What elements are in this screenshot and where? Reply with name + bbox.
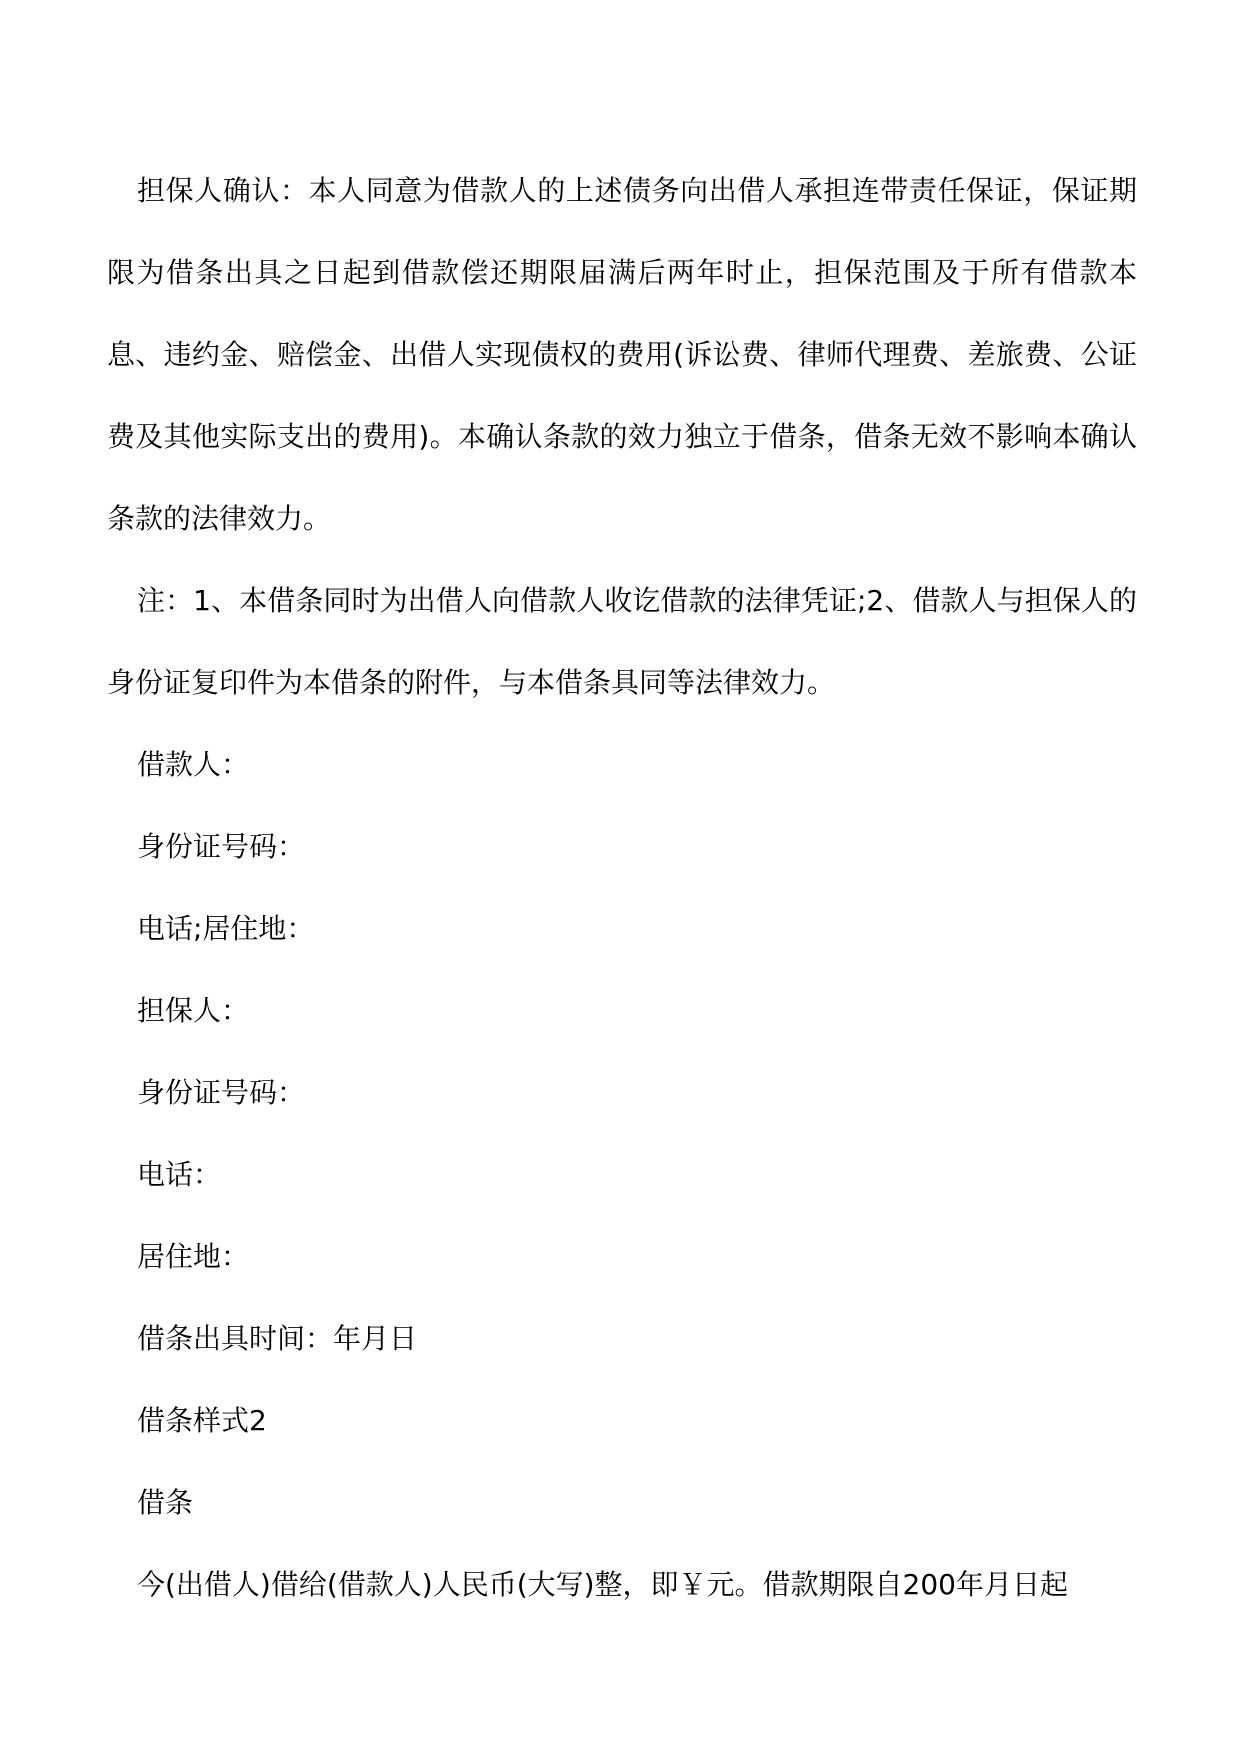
guarantor-phone-field: 电话： [137,1158,222,1191]
guarantor-field: 担保人： [137,994,250,1027]
note-paragraph: 注：1、本借条同时为出借人向借款人收讫借款的法律凭证;2、借款人与担保人的身份证复印件为本借条的附件，与本借条具同等法律效力。 [107,584,1137,699]
guarantor-address-field: 居住地： [137,1240,250,1273]
sample-2-heading: 借条样式2 [137,1404,267,1437]
borrower-id-field: 身份证号码： [137,830,306,863]
guarantor-id-field: 身份证号码： [137,1076,306,1109]
guarantor-confirmation-paragraph: 担保人确认：本人同意为借款人的上述债务向出借人承担连带责任保证，保证期限为借条出具之日起到借款偿还期限届满后两年时止，担保范围及于所有借款本息、违约金、赔偿金、出借人实现债权的费用(诉讼费、律师代理费、差旅费、公证费及其他实际支出的费用)。本确认条款的效力独立于借条，借条无效不影响本确认条款的法律效力。 [107,174,1137,535]
iou-title: 借条 [137,1486,194,1519]
borrower-phone-address-field: 电话;居住地： [137,912,315,945]
iou-body-start: 今(出借人)借给(借款人)人民币(大写)整，即￥元。借款期限自200年月日起 [137,1568,1068,1601]
document-body [107,150,1137,1626]
borrower-field: 借款人： [137,748,250,781]
issue-date-field: 借条出具时间：年月日 [137,1322,418,1355]
